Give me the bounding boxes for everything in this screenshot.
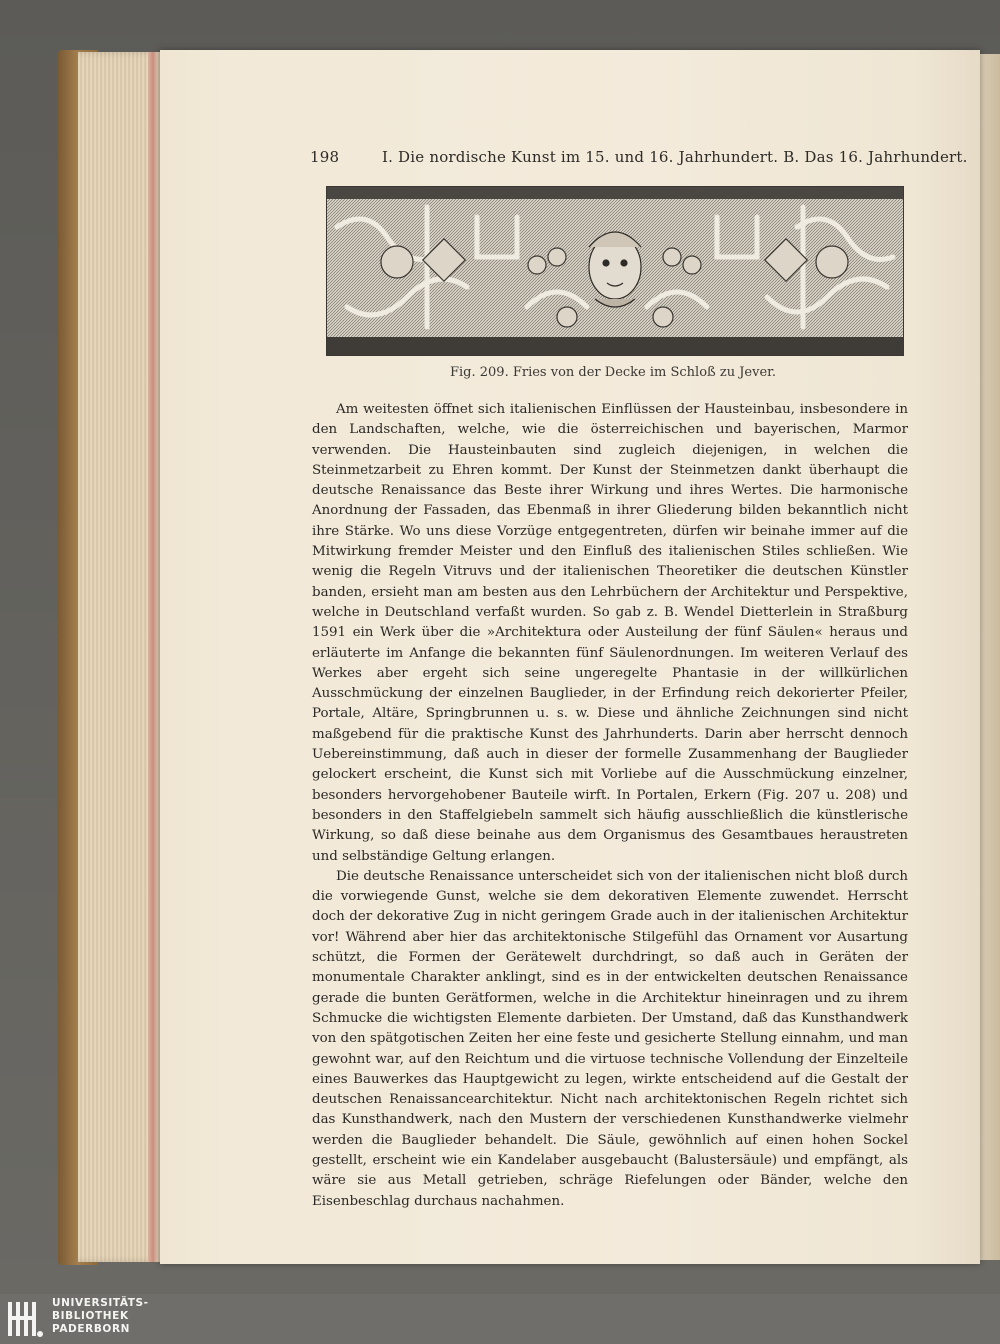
page-edge-coloring <box>148 52 158 1262</box>
logo-line: BIBLIOTHEK <box>52 1310 129 1322</box>
frieze-illustration <box>326 186 904 356</box>
body-text <box>312 400 908 1212</box>
library-logo-icon <box>6 1298 44 1340</box>
page-header <box>310 148 968 170</box>
paragraph: Die deutsche Renaissance unterscheidet sich von der italienischen nicht bloß durch die vorwiegende Gunst, welche sie dem dekorativen Elemente zuwendet. Herrscht doch der dekorative Zug in nicht geringem Grade auch in der italienischen Architektur vor! Während aber hier das architektonische Stilgefühl das Ornament vor Ausartung schützt, die Formen der Gerätewelt durchdringt, so daß auch in Geräten der monumentale Charakter anklingt, sind es in der entwickelten deutschen Renaissance gerade die bunten Gerätformen, welche in die Architektur hineinragen und zu ihrem Schmucke die wichtigsten Elemente darbieten. Der Umstand, daß das Kunsthandwerk von den spätgotischen Zeiten her eine feste und gesicherte Stellung einnahm, und man gewohnt war, auf den Reichtum und die virtuose technische Vollendung der Einzelteile eines Bauwerkes das Hauptgewicht zu legen, wirkte entscheidend auf die Gestalt der deutschen Renaissancearchitektur. Nicht nach architektonischen Regeln richtet sich das Kunsthandwerk, nach den Mustern der verschiedenen Kunsthandwerke vielmehr werden die Bauglieder behandelt. Die Säule, gewöhnlich auf einen hohen Sockel gestellt, erscheint wie ein Kandelaber ausgebaucht (Balustersäule) und empfängt, als wäre sie aus Metall getrieben, schräge Riefelungen oder Bänder, welche den Eisenbeschlag durchaus nachahmen. <box>312 868 908 1209</box>
library-logo-text <box>52 1297 149 1336</box>
page-number: 198 <box>310 148 340 166</box>
frieze-engraving <box>327 187 903 355</box>
running-head: I. Die nordische Kunst im 15. und 16. Jahrhundert. B. Das 16. Jahrhundert. <box>382 148 968 166</box>
logo-line: PADERBORN <box>52 1323 131 1335</box>
facing-page-sliver <box>978 54 1000 1260</box>
figure-caption: Fig. 209. Fries von der Decke im Schloß zu Jever. <box>450 365 777 380</box>
logo-line: UNIVERSITÄTS- <box>52 1297 149 1309</box>
paragraph: Am weitesten öffnet sich italienischen Einflüssen der Hausteinbau, insbesondere in den Landschaften, welche, wie die österreichischen und bayerischen, Marmor verwenden. Die Hausteinbauten sind zugleich diejenigen, in welchen die Steinmetzarbeit zu Ehren kommt. Der Kunst der Steinmetzen dankt überhaupt die deutsche Renaissance das Beste ihrer Wirkung und ihres Wertes. Die harmonische Anordnung der Fassaden, das Ebenmaß in ihrer Gliederung bilden bekanntlich nicht ihre Stärke. Wo uns diese Vorzüge entgegentreten, dürfen wir beinahe immer auf die Mitwirkung fremder Meister und den Einfluß des italienischen Stiles schließen. Wie wenig die Regeln Vitruvs und der italienischen Theoretiker die deutschen Künstler banden, ersieht man am besten aus den Lehrbüchern der Architektur und Perspektive, welche in Deutschland verfaßt wurden. So gab z. B. Wendel Dietterlein in Straßburg 1591 ein Werk über die »Architektura oder Austeilung der fünf Säulen« heraus und erläuterte im Anfange die bekannten fünf Säulenordnungen. Im weiteren Verlauf des Werkes aber ergeht sich seine ungeregelte Phantasie in der willkürlichen Ausschmückung der einzelnen Bauglieder, in der Erfindung reich dekorierter Pfeiler, Portale, Altäre, Springbrunnen u. s. w. Diese und ähnliche Zeichnungen sind nicht maßgebend für die praktische Kunst des Jahrhunderts. Darin aber herrscht dennoch Uebereinstimmung, daß auch in dieser der formelle Zusammenhang der Bauglieder gelockert erscheint, die Kunst sich mit Vorliebe auf die Ausschmückung einzelner, besonders hervorgehobener Bauteile wirft. In Portalen, Erkern (Fig. 207 u. 208) und besonders in den Staffelgiebeln sammelt sich häufig ausschließlich die künstlerische Wirkung, so daß diese beinahe aus dem Organismus des Gesamtbaues heraustreten und selbständige Geltung erlangen. <box>312 402 908 864</box>
library-footer-bar <box>0 1294 1000 1344</box>
